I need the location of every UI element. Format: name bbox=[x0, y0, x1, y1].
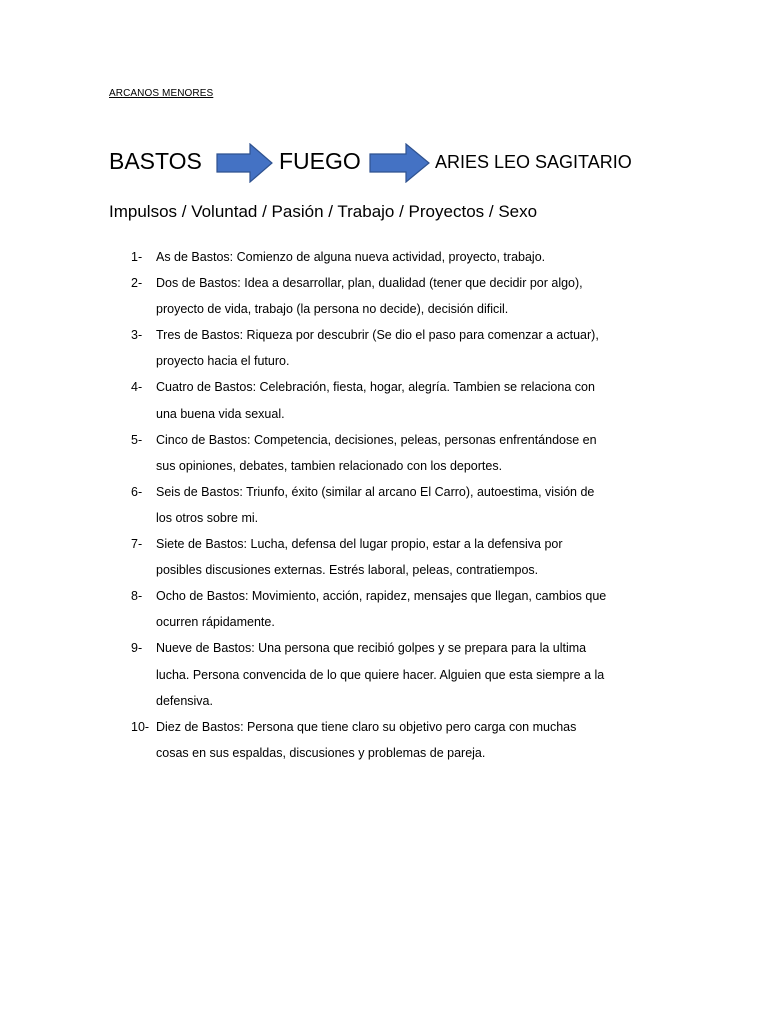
item-text-line: una buena vida sexual. bbox=[156, 406, 285, 421]
item-number: 2- bbox=[131, 276, 143, 291]
list-item bbox=[131, 374, 661, 426]
item-text-line: proyecto de vida, trabajo (la persona no decide), decisión dificil. bbox=[156, 302, 509, 317]
item-number: 9- bbox=[131, 641, 143, 656]
item-text-line: ocurren rápidamente. bbox=[156, 615, 275, 630]
list-item bbox=[131, 244, 661, 270]
list-item bbox=[131, 322, 661, 374]
item-number: 3- bbox=[131, 328, 143, 343]
item-number: 1- bbox=[131, 250, 143, 264]
item-text-line: Dos de Bastos: Idea a desarrollar, plan, dualidad (tener que decidir por algo), bbox=[156, 276, 583, 291]
list-item bbox=[131, 270, 661, 322]
zodiac-signs: ARIES LEO SAGITARIO bbox=[435, 152, 632, 172]
item-text-line: Ocho de Bastos: Movimiento, acción, rapidez, mensajes que llegan, cambios que bbox=[156, 589, 607, 604]
element-title: FUEGO bbox=[279, 148, 361, 174]
item-number: 6- bbox=[131, 484, 143, 499]
list-item bbox=[131, 635, 661, 713]
item-text-line: proyecto hacia el futuro. bbox=[156, 354, 290, 369]
list-item bbox=[131, 531, 661, 583]
list-item bbox=[131, 427, 661, 479]
item-text-line: As de Bastos: Comienzo de alguna nueva actividad, proyecto, trabajo. bbox=[156, 250, 546, 264]
item-number: 4- bbox=[131, 380, 143, 395]
suit-title: BASTOS bbox=[109, 148, 202, 174]
item-text-line: Tres de Bastos: Riqueza por descubrir (Se dio el paso para comenzar a actuar), bbox=[156, 328, 599, 343]
item-number: 7- bbox=[131, 537, 143, 552]
item-number: 5- bbox=[131, 432, 143, 447]
card-list bbox=[131, 244, 661, 766]
keywords-subtitle: Impulsos / Voluntad / Pasión / Trabajo / Proyectos / Sexo bbox=[109, 202, 538, 221]
title-row bbox=[109, 143, 669, 183]
item-text-line: los otros sobre mi. bbox=[156, 510, 259, 525]
item-text-line: Diez de Bastos: Persona que tiene claro su objetivo pero carga con muchas bbox=[156, 719, 577, 734]
item-text-line: Seis de Bastos: Triunfo, éxito (similar al arcano El Carro), autoestima, visión de bbox=[156, 484, 595, 499]
section-heading: ARCANOS MENORES bbox=[109, 88, 214, 99]
item-text-line: Siete de Bastos: Lucha, defensa del lugar propio, estar a la defensiva por bbox=[156, 537, 563, 552]
item-text-line: Cuatro de Bastos: Celebración, fiesta, hogar, alegría. Tambien se relaciona con bbox=[156, 380, 595, 395]
right-arrow-icon bbox=[216, 143, 274, 183]
item-text-line: Nueve de Bastos: Una persona que recibió golpes y se prepara para la ultima bbox=[156, 641, 587, 656]
item-number: 10- bbox=[131, 719, 150, 734]
item-text-line: defensiva. bbox=[156, 693, 213, 708]
item-text-line: sus opiniones, debates, tambien relacionado con los deportes. bbox=[156, 458, 503, 473]
list-item bbox=[131, 714, 661, 766]
item-text-line: posibles discusiones externas. Estrés laboral, peleas, contratiempos. bbox=[156, 563, 539, 578]
item-text-line: Cinco de Bastos: Competencia, decisiones, peleas, personas enfrentándose en bbox=[156, 432, 597, 447]
item-text-line: cosas en sus espaldas, discusiones y problemas de pareja. bbox=[156, 745, 486, 760]
list-item bbox=[131, 479, 661, 531]
item-text-line: lucha. Persona convencida de lo que quiere hacer. Alguien que esta siempre a la bbox=[156, 667, 605, 682]
list-item bbox=[131, 583, 661, 635]
item-number: 8- bbox=[131, 589, 143, 604]
right-arrow-icon bbox=[369, 143, 431, 183]
